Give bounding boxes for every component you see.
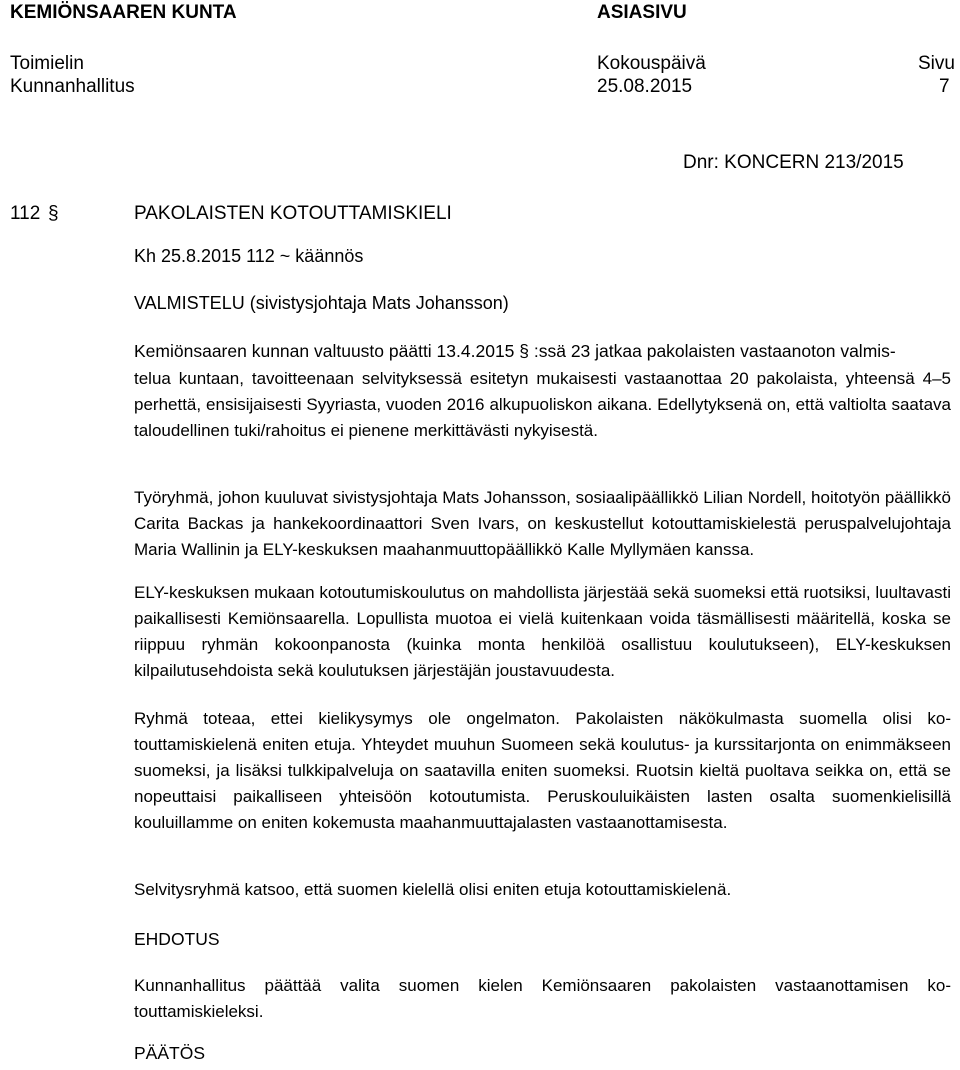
paragraph-3: ELY-keskuksen mukaan kotoutumiskoulutus on mahdollista järjestää sekä suomeksi että ruotsiksi, luultavasti paikallisesti Kemiönsaarella. Lopullista muotoa ei vielä kuitenkaan voida täsmällisesti määritellä, koska se riippuu ryhmän kokoonpanosta (kuinka monta henkilöä osallistuu koulutukseen), ELY-keskuksen kilpailutusehdoista sekä koulutuksen järjestäjän joustavuudesta. [134,583,951,680]
section-symbol: § [48,203,59,224]
body-label: Toimielin [10,53,84,74]
meeting-date-value: 25.08.2015 [597,76,693,97]
page-label: Sivu [918,53,955,74]
page-number: 7 [939,76,950,97]
paragraph-5: Selvitysryhmä katsoo, että suomen kielellä olisi eniten etuja kotouttamiskielenä. [134,880,732,899]
paragraph-2: Työryhmä, johon kuuluvat sivistysjohtaja Mats Johansson, sosiaalipäällikkö Lilian Nordell, hoitotyön päällikkö Carita Backas ja hankekoordinaattori Sven Ivars, on keskustellut kotouttamiskielestä peruspalvelujohtaja Maria Wallinin ja ELY-keskuksen maahanmuuttopäällikkö Kalle Myllymäen kanssa. [134,488,951,559]
meeting-date-label: Kokouspäivä [597,53,706,74]
paragraph-4: Ryhmä toteaa, ettei kielikysymys ole ongelmaton. Pakolaisten näkökulmasta suomella olisi kotouttamiskielenä eniten etuja. Yhteydet muuhun Suomeen sekä koulutus- ja kurssitarjonta on enimmäkseen suomeksi, ja lisäksi tulkkipalveluja on saatavilla eniten suomeksi. Ruotsin kieltä puoltava seikka on, että se nopeuttaisi paikalliseen yhteisöön kotoutumista. Peruskouluikäisten lasten osalta suomenkielisillä kouluillamme on eniten kokemusta maahanmuuttajalasten vastaanottamisesta. [134,709,951,832]
decision-heading: PÄÄTÖS [134,1043,205,1063]
item-number: 112 [10,203,41,224]
item-title: PAKOLAISTEN KOTOUTTAMISKIELI [134,203,452,224]
proposal-text: Kunnanhallitus päättää valita suomen kielen Kemiönsaaren pakolaisten vastaanottamisen kotouttamiskieleksi. [134,976,951,1021]
document-type: ASIASIVU [597,2,687,23]
organization-name: KEMIÖNSAAREN KUNTA [10,2,237,23]
body-value: Kunnanhallitus [10,76,135,97]
item-reference: Kh 25.8.2015 112 ~ käännös [134,246,364,266]
preparation-line: VALMISTELU (sivistysjohtaja Mats Johansson) [134,293,509,313]
record-number: Dnr: KONCERN 213/2015 [683,152,904,173]
paragraph-1: telua kuntaan, tavoitteenaan selvityksessä esitetyn mukaisesti vastaanottaa 20 pakolaista, yhteensä 4–5 perhettä, ensisijaisesti Syyriasta, vuoden 2016 alkupuoliskon aikana. Edellytyksenä on, että valtiolta saatava taloudellinen tuki/rahoitus ei pienene merkittävästi nykyisestä. [134,369,951,440]
paragraph-1-first-line: Kemiönsaaren kunnan valtuusto päätti 13.4.2015 § :ssä 23 jatkaa pakolaisten vastaanoton valmis- [134,341,896,361]
proposal-heading: EHDOTUS [134,929,220,949]
